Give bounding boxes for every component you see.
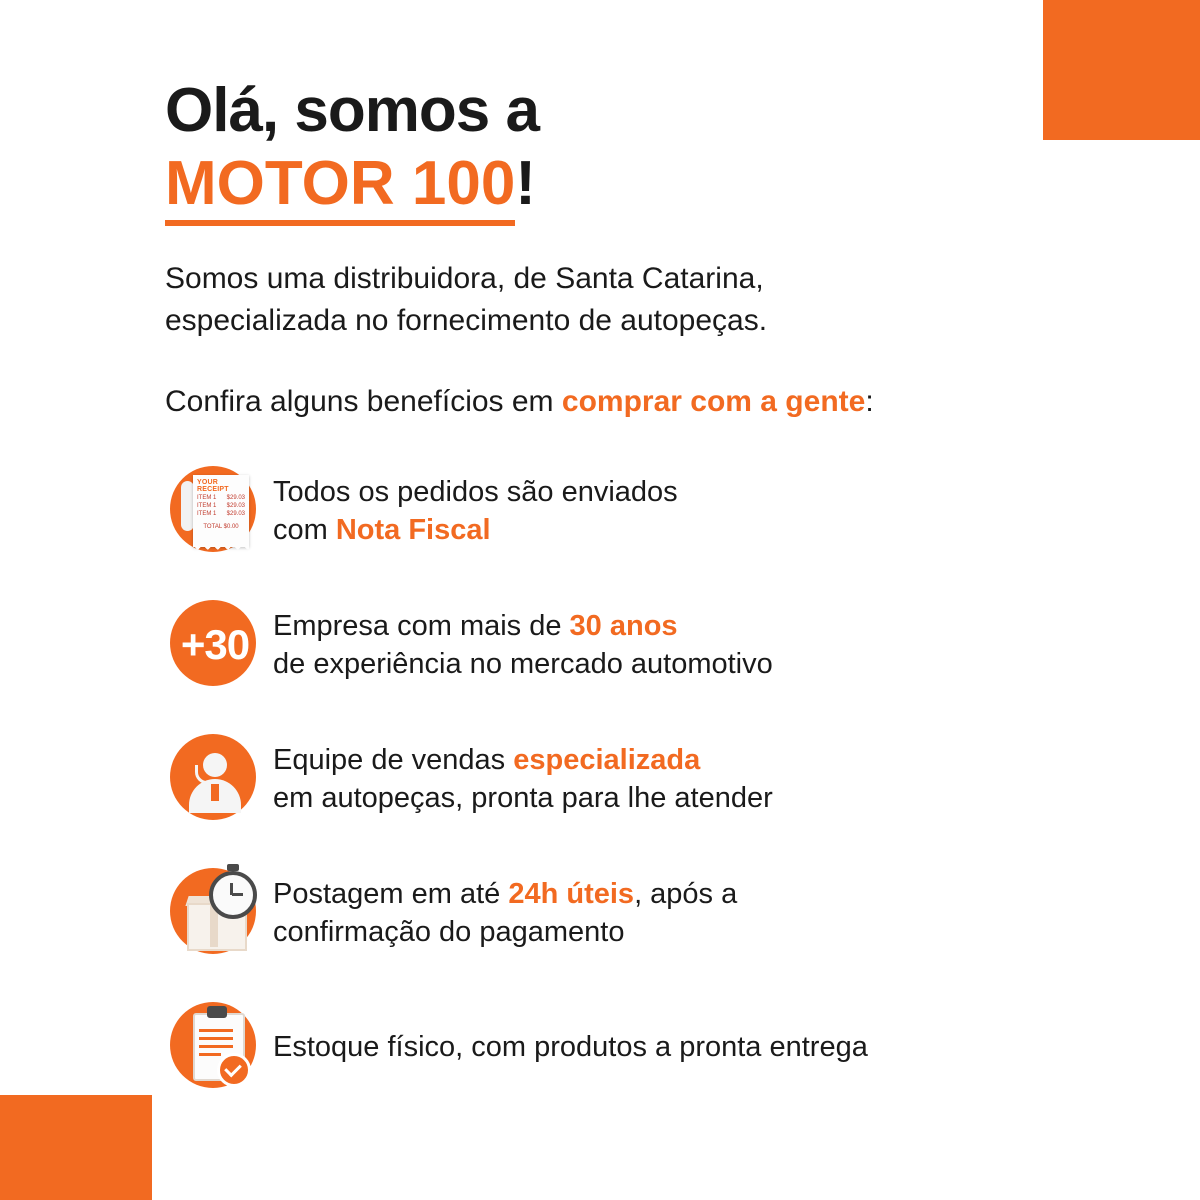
list-item xyxy=(165,863,1065,963)
list-item-text xyxy=(273,1028,868,1066)
benefits-lead-suffix: : xyxy=(865,384,874,418)
line1-prefix: Empresa com mais de xyxy=(273,609,570,642)
line1-prefix: Equipe de vendas xyxy=(273,743,514,776)
headset-mic xyxy=(195,765,220,784)
clipboard-line xyxy=(199,1037,233,1040)
intro-paragraph xyxy=(165,258,1065,341)
list-item-line-1 xyxy=(273,607,773,645)
line1-highlight: 24h úteis xyxy=(508,877,635,910)
intro-line-1: Somos uma distribuidora, de Santa Catarina, xyxy=(165,262,764,296)
list-item xyxy=(165,461,1065,561)
list-item-text xyxy=(273,607,773,684)
list-item-text xyxy=(273,875,737,952)
benefits-lead-prefix: Confira alguns benefícios em xyxy=(165,384,562,418)
stopwatch-hand-hour xyxy=(232,893,243,896)
brand-name: MOTOR 100 xyxy=(165,149,515,226)
list-item-line-2: em autopeças, pronta para lhe atender xyxy=(273,781,773,814)
benefits-lead xyxy=(165,385,1065,419)
intro-line-2: especializada no fornecimento de autopeças. xyxy=(165,303,768,337)
check-badge xyxy=(217,1053,251,1087)
person-tie xyxy=(211,781,219,801)
clipboard-line xyxy=(199,1045,233,1048)
decor-corner-bottom-left xyxy=(0,1095,152,1200)
clipboard-line xyxy=(199,1053,221,1056)
receipt-row-value: $29.03 xyxy=(226,494,245,501)
line1-highlight: especializada xyxy=(513,743,701,776)
line2-prefix: com xyxy=(273,513,336,546)
clipboard-line xyxy=(199,1029,233,1032)
list-item-text xyxy=(273,741,773,818)
benefits-list xyxy=(165,461,1065,1097)
list-item xyxy=(165,997,1065,1097)
line1-prefix: Postagem em até xyxy=(273,877,509,910)
list-item-line-1: Todos os pedidos são enviados xyxy=(273,475,678,508)
line1-highlight: 30 anos xyxy=(569,609,678,642)
receipt-row xyxy=(197,495,245,501)
list-item-line-2 xyxy=(273,511,678,549)
brand-name-exclamation: ! xyxy=(515,149,535,219)
receipt-row-label: ITEM 1 xyxy=(197,510,217,517)
receipt-row-label: ITEM 1 xyxy=(197,502,217,509)
line1-suffix: , após a xyxy=(634,877,738,910)
clipboard-check-icon xyxy=(165,997,265,1097)
line2-highlight: Nota Fiscal xyxy=(335,513,491,546)
sales-person-icon xyxy=(165,729,265,829)
list-item-line-2: de experiência no mercado automotivo xyxy=(273,647,773,680)
benefits-lead-highlight: comprar com a gente xyxy=(561,384,866,418)
receipt-row-value: $29.03 xyxy=(226,510,245,517)
receipt-total: TOTAL $0.00 xyxy=(203,523,239,530)
list-item-text xyxy=(273,473,678,550)
list-item-line-2: confirmação do pagamento xyxy=(273,915,625,948)
page-title-line2 xyxy=(165,149,1065,219)
receipt-shape xyxy=(193,475,249,547)
receipt-row xyxy=(197,511,245,517)
page-content xyxy=(165,78,1065,1131)
invoice-icon xyxy=(165,461,265,561)
receipt-row xyxy=(197,503,245,509)
receipt-header: YOUR RECEIPT xyxy=(197,478,229,493)
receipt-row-value: $29.03 xyxy=(226,502,245,509)
plus-thirty-icon xyxy=(165,595,265,695)
list-item-line-1: Estoque físico, com produtos a pronta entrega xyxy=(273,1030,868,1063)
clipboard-clamp xyxy=(207,1006,227,1018)
list-item-line-1 xyxy=(273,875,737,913)
page-title-line1: Olá, somos a xyxy=(165,76,539,145)
stopwatch-shape xyxy=(209,871,257,919)
receipt-row-label: ITEM 1 xyxy=(197,494,217,501)
decor-corner-top-right xyxy=(1043,0,1200,140)
list-item-line-1 xyxy=(273,741,773,779)
receipt-torn-edge xyxy=(193,545,249,551)
list-item xyxy=(165,729,1065,829)
shipping-box-stopwatch-icon xyxy=(165,863,265,963)
list-item xyxy=(165,595,1065,695)
plus-thirty-label: +30 xyxy=(180,620,250,668)
